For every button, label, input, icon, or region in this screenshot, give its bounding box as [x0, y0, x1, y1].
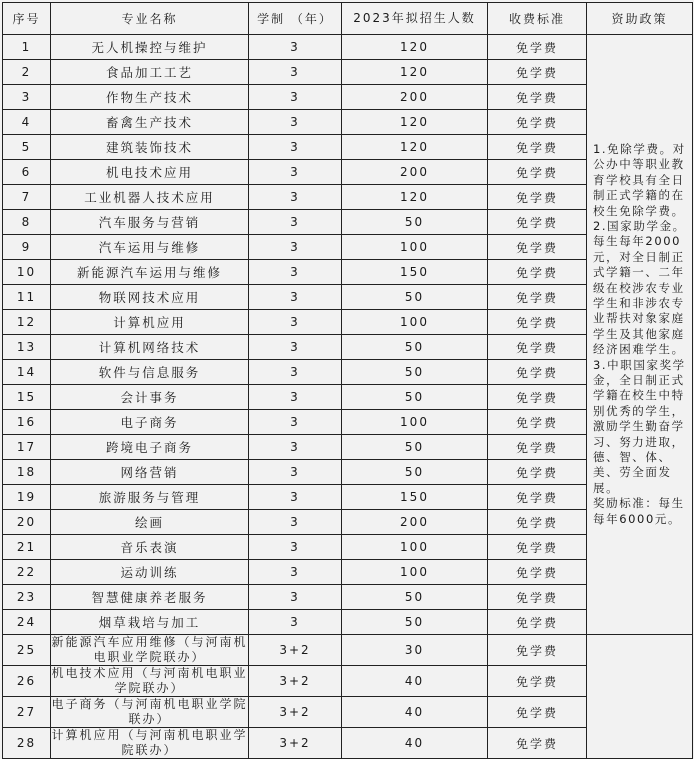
table-row: [3, 635, 693, 666]
cell-duration: 3: [249, 435, 342, 460]
cell-count: 100: [342, 310, 488, 335]
cell-count: 40: [342, 728, 488, 759]
cell-name: 会计事务: [51, 385, 249, 410]
cell-duration: 3: [249, 410, 342, 435]
cell-fee: 免学费: [488, 210, 587, 235]
cell-fee: 免学费: [488, 60, 587, 85]
cell-count: 200: [342, 85, 488, 110]
cell-duration: 3: [249, 335, 342, 360]
cell-index: 20: [3, 510, 51, 535]
cell-fee: 免学费: [488, 460, 587, 485]
cell-index: 11: [3, 285, 51, 310]
cell-duration: 3: [249, 85, 342, 110]
cell-fee: 免学费: [488, 110, 587, 135]
cell-index: 23: [3, 585, 51, 610]
cell-name: 建筑装饰技术: [51, 135, 249, 160]
cell-fee: 免学费: [488, 728, 587, 759]
cell-name: 运动训练: [51, 560, 249, 585]
cell-name: 物联网技术应用: [51, 285, 249, 310]
cell-fee: 免学费: [488, 335, 587, 360]
cell-index: 26: [3, 666, 51, 697]
cell-name: 畜禽生产技术: [51, 110, 249, 135]
cell-fee: 免学费: [488, 185, 587, 210]
cell-name: 网络营销: [51, 460, 249, 485]
cell-count: 200: [342, 510, 488, 535]
cell-index: 18: [3, 460, 51, 485]
cell-fee: 免学费: [488, 360, 587, 385]
cell-count: 50: [342, 610, 488, 635]
cell-name: 电子商务: [51, 410, 249, 435]
cell-index: 3: [3, 85, 51, 110]
cell-name: 音乐表演: [51, 535, 249, 560]
cell-count: 100: [342, 235, 488, 260]
cell-duration: 3: [249, 310, 342, 335]
cell-duration: 3+2: [249, 728, 342, 759]
enrollment-table: [2, 2, 693, 759]
cell-duration: 3: [249, 260, 342, 285]
cell-fee: 免学费: [488, 385, 587, 410]
cell-name: 计算机应用: [51, 310, 249, 335]
cell-fee: 免学费: [488, 435, 587, 460]
cell-name: 食品加工工艺: [51, 60, 249, 85]
cell-name: 跨境电子商务: [51, 435, 249, 460]
cell-fee: 免学费: [488, 560, 587, 585]
cell-index: 12: [3, 310, 51, 335]
cell-fee: 免学费: [488, 485, 587, 510]
cell-index: 10: [3, 260, 51, 285]
cell-name: 新能源汽车运用与维修: [51, 260, 249, 285]
header-count: 2023年拟招生人数: [342, 3, 488, 35]
cell-name: 计算机应用（与河南机电职业学院联办）: [51, 728, 248, 757]
cell-index: 7: [3, 185, 51, 210]
cell-count: 40: [342, 666, 488, 697]
cell-fee: 免学费: [488, 410, 587, 435]
table-row: [3, 35, 693, 60]
cell-index: 27: [3, 697, 51, 728]
table-body: [3, 35, 693, 759]
cell-index: 19: [3, 485, 51, 510]
cell-fee: 免学费: [488, 535, 587, 560]
cell-count: 200: [342, 160, 488, 185]
cell-duration: 3: [249, 210, 342, 235]
header-policy: 资助政策: [587, 3, 693, 35]
cell-count: 100: [342, 560, 488, 585]
cell-name: 工业机器人技术应用: [51, 185, 249, 210]
cell-duration: 3: [249, 110, 342, 135]
cell-index: 24: [3, 610, 51, 635]
cell-count: 150: [342, 260, 488, 285]
policy-empty-cell: [587, 635, 693, 759]
cell-count: 120: [342, 60, 488, 85]
cell-index: 6: [3, 160, 51, 185]
cell-count: 30: [342, 635, 488, 666]
cell-count: 100: [342, 535, 488, 560]
header-fee: 收费标准: [488, 3, 587, 35]
cell-count: 50: [342, 360, 488, 385]
cell-name: 软件与信息服务: [51, 360, 249, 385]
cell-count: 50: [342, 435, 488, 460]
cell-fee: 免学费: [488, 35, 587, 60]
cell-index: 9: [3, 235, 51, 260]
cell-index: 4: [3, 110, 51, 135]
cell-name: 旅游服务与管理: [51, 485, 249, 510]
header-duration: 学制 （年）: [249, 3, 342, 35]
cell-duration: 3: [249, 560, 342, 585]
cell-duration: 3: [249, 160, 342, 185]
cell-fee: 免学费: [488, 235, 587, 260]
cell-duration: 3: [249, 285, 342, 310]
cell-index: 16: [3, 410, 51, 435]
cell-count: 50: [342, 210, 488, 235]
cell-duration: 3: [249, 460, 342, 485]
cell-count: 120: [342, 110, 488, 135]
cell-count: 50: [342, 285, 488, 310]
cell-fee: 免学费: [488, 160, 587, 185]
cell-duration: 3+2: [249, 666, 342, 697]
cell-count: 50: [342, 385, 488, 410]
cell-duration: 3: [249, 235, 342, 260]
cell-duration: 3: [249, 60, 342, 85]
cell-index: 13: [3, 335, 51, 360]
cell-name: 计算机网络技术: [51, 335, 249, 360]
cell-fee: 免学费: [488, 135, 587, 160]
cell-count: 120: [342, 135, 488, 160]
cell-duration: 3: [249, 510, 342, 535]
cell-fee: 免学费: [488, 510, 587, 535]
cell-fee: 免学费: [488, 285, 587, 310]
cell-duration: 3: [249, 610, 342, 635]
cell-duration: 3: [249, 485, 342, 510]
cell-duration: 3: [249, 135, 342, 160]
cell-name: 机电技术应用: [51, 160, 249, 185]
cell-index: 25: [3, 635, 51, 666]
cell-duration: 3: [249, 585, 342, 610]
cell-fee: 免学费: [488, 666, 587, 697]
cell-name: 新能源汽车应用维修（与河南机电职业学院联办）: [51, 635, 248, 664]
cell-fee: 免学费: [488, 85, 587, 110]
cell-count: 120: [342, 35, 488, 60]
cell-fee: 免学费: [488, 697, 587, 728]
cell-name: 烟草栽培与加工: [51, 610, 249, 635]
cell-name: 电子商务（与河南机电职业学院联办）: [51, 697, 248, 726]
cell-index: 28: [3, 728, 51, 759]
cell-index: 22: [3, 560, 51, 585]
cell-count: 50: [342, 585, 488, 610]
cell-fee: 免学费: [488, 310, 587, 335]
cell-index: 21: [3, 535, 51, 560]
cell-count: 50: [342, 335, 488, 360]
cell-index: 2: [3, 60, 51, 85]
cell-name: 机电技术应用（与河南机电职业学院联办）: [51, 666, 248, 695]
cell-index: 1: [3, 35, 51, 60]
cell-count: 50: [342, 460, 488, 485]
cell-fee: 免学费: [488, 610, 587, 635]
cell-index: 17: [3, 435, 51, 460]
cell-duration: 3: [249, 35, 342, 60]
cell-fee: 免学费: [488, 585, 587, 610]
cell-name: 绘画: [51, 510, 249, 535]
cell-count: 150: [342, 485, 488, 510]
cell-duration: 3: [249, 185, 342, 210]
cell-index: 8: [3, 210, 51, 235]
cell-index: 15: [3, 385, 51, 410]
cell-fee: 免学费: [488, 635, 587, 666]
cell-duration: 3: [249, 385, 342, 410]
cell-name: 汽车服务与营销: [51, 210, 249, 235]
cell-name: 汽车运用与维修: [51, 235, 249, 260]
header-index: 序号: [3, 3, 51, 35]
header-name: 专业名称: [51, 3, 249, 35]
cell-fee: 免学费: [488, 260, 587, 285]
cell-count: 120: [342, 185, 488, 210]
cell-duration: 3+2: [249, 697, 342, 728]
cell-duration: 3: [249, 535, 342, 560]
cell-duration: 3: [249, 360, 342, 385]
cell-index: 5: [3, 135, 51, 160]
cell-count: 40: [342, 697, 488, 728]
cell-count: 100: [342, 410, 488, 435]
cell-duration: 3+2: [249, 635, 342, 666]
cell-name: 智慧健康养老服务: [51, 585, 249, 610]
table-header-row: [3, 3, 693, 35]
cell-name: 无人机操控与维护: [51, 35, 249, 60]
policy-text: 1.免除学费。对公办中等职业教育学校具有全日制正式学籍的在校生免除学费。 2.国家助学金。每生每年2000元，对全日制正式学籍一、二年级在校涉农专业学生和非涉农专业帮扶对象家庭学生及其他家庭经济困难学生。 3.中职国家奖学金，全日制正式学籍在校生中特别优秀的学生，激励学生勤奋学习、努力进取，德、智、体、美、劳全面发展。 奖励标准：每生每年6000元。: [587, 35, 693, 635]
cell-name: 作物生产技术: [51, 85, 249, 110]
cell-index: 14: [3, 360, 51, 385]
